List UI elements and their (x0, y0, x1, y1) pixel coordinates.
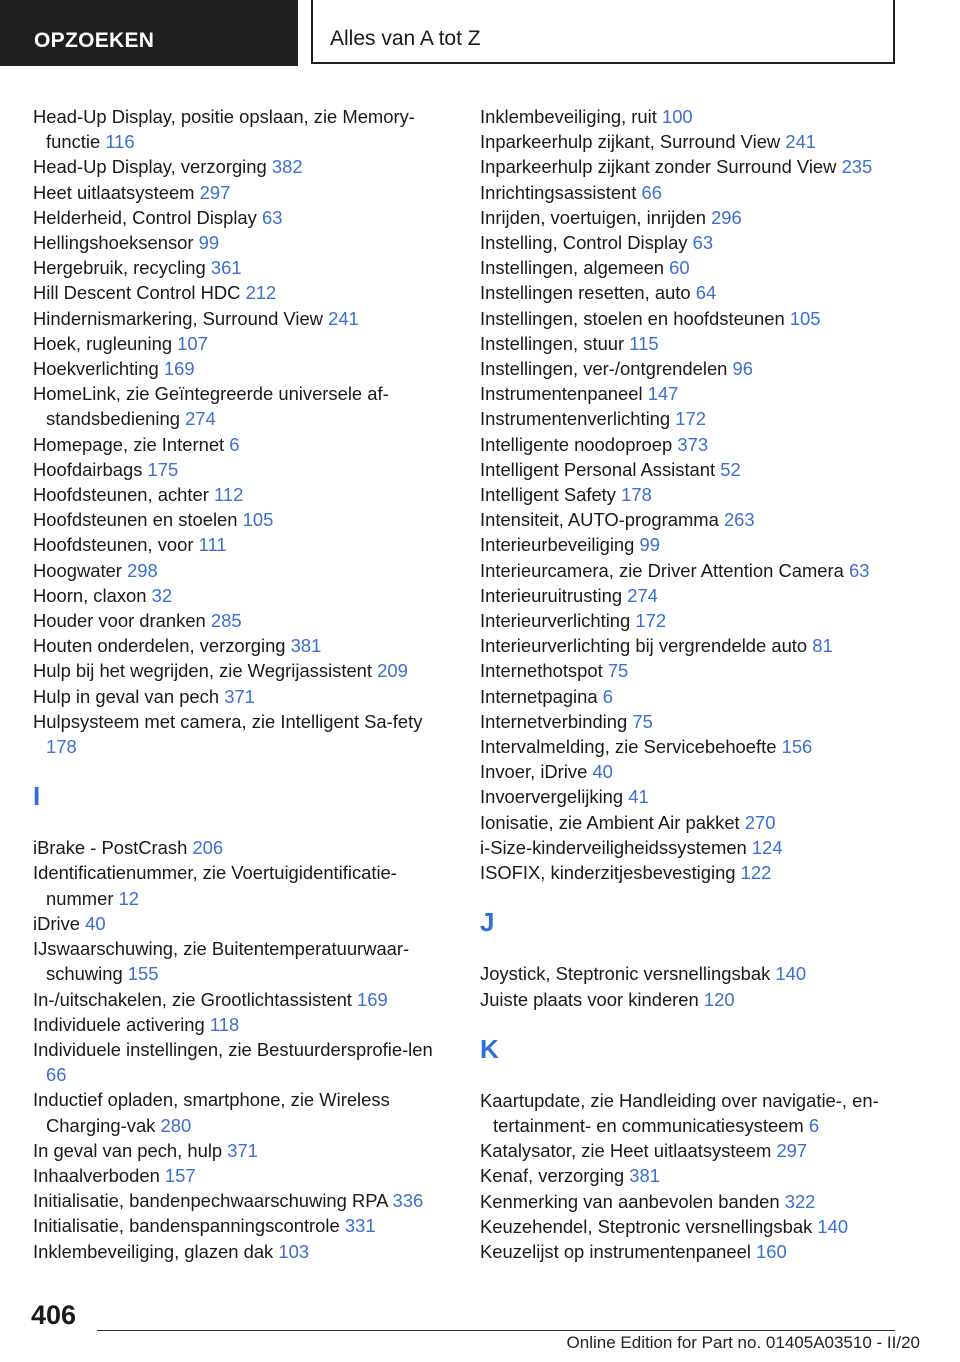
page-reference-link[interactable]: 6 (808, 1114, 820, 1136)
page-reference-link[interactable]: 120 (703, 988, 735, 1010)
page-reference-link[interactable]: 336 (392, 1190, 424, 1212)
index-entry (480, 104, 900, 129)
page-reference-link[interactable]: 63 (849, 559, 870, 581)
index-entry (480, 255, 900, 280)
page-reference-link[interactable]: 241 (328, 307, 359, 329)
index-entry (33, 1163, 443, 1188)
entry-text: In geval van pech, hulp (33, 1139, 223, 1161)
page-reference-link[interactable]: 175 (147, 458, 179, 480)
index-entry (33, 230, 443, 255)
entry-text: Hill Descent Control HDC (33, 282, 241, 304)
entry-text: Interieurbeveiliging (480, 534, 635, 556)
page-reference-link[interactable]: 63 (261, 206, 283, 228)
index-entry (33, 1012, 443, 1037)
entry-text: Head-Up Display, positie opslaan, zie Memory-functie (33, 106, 415, 153)
index-entry (480, 180, 900, 205)
index-entry (33, 532, 443, 557)
entry-text: Inparkeerhulp zijkant, Surround View (480, 131, 781, 153)
index-entry (480, 633, 900, 658)
entry-text: Intelligent Personal Assistant (480, 458, 716, 480)
index-entry (33, 860, 443, 910)
entry-text: Instellingen resetten, auto (480, 282, 691, 304)
entry-text: Kenmerking van aanbevolen banden (480, 1190, 780, 1212)
entry-text: Keuzelijst op instrumentenpaneel (480, 1240, 751, 1262)
page-reference-link[interactable]: 6 (229, 433, 240, 455)
index-entry (33, 331, 443, 356)
entry-text: Intervalmelding, zie Servicebehoefte (480, 736, 777, 758)
index-entry (33, 381, 443, 431)
index-entry (33, 1037, 443, 1087)
index-entry (480, 961, 900, 986)
index-entry (480, 583, 900, 608)
page-reference-link[interactable]: 64 (695, 282, 717, 304)
index-entry (33, 205, 443, 230)
page-reference-link[interactable]: 112 (213, 484, 244, 506)
page-reference-link[interactable]: 178 (46, 736, 77, 758)
entry-text: Instrumentenverlichting (480, 408, 671, 430)
entry-text: Inductief opladen, smartphone, zie Wireless Charging-vak (33, 1089, 390, 1136)
entry-text: Interieurcamera, zie Driver Attention Camera (480, 559, 844, 581)
page-reference-link[interactable]: 155 (127, 963, 159, 985)
entry-text: Homepage, zie Internet (33, 433, 225, 455)
page-reference-link[interactable]: 115 (629, 332, 659, 354)
index-entry (480, 1189, 900, 1214)
page-reference-link[interactable]: 160 (756, 1240, 787, 1262)
page-reference-link[interactable]: 382 (271, 156, 303, 178)
entry-text: Individuele activering (33, 1013, 205, 1035)
index-entry (480, 709, 900, 734)
index-entry (33, 1239, 443, 1264)
page-reference-link[interactable]: 140 (775, 963, 807, 985)
page-reference-link[interactable]: 156 (781, 736, 813, 758)
index-entry (480, 482, 900, 507)
page-reference-link[interactable]: 66 (46, 1064, 67, 1086)
index-entry (480, 658, 900, 683)
page-reference-link[interactable]: 100 (661, 106, 693, 127)
entry-text: Inklembeveiliging, glazen dak (33, 1240, 274, 1262)
page-reference-link[interactable]: 373 (677, 433, 709, 455)
entry-text: Heet uitlaatsysteem (33, 181, 195, 203)
entry-text: Hoorn, claxon (33, 584, 147, 606)
index-entry (33, 558, 443, 583)
page-reference-link[interactable]: 241 (785, 131, 817, 153)
page-reference-link[interactable]: 178 (621, 484, 652, 506)
index-entry (480, 230, 900, 255)
entry-text: Intelligent Safety (480, 484, 616, 506)
entry-text: iDrive (33, 912, 81, 934)
entry-text: ISOFIX, kinderzitjesbevestiging (480, 862, 736, 884)
index-entry (480, 558, 900, 583)
entry-text: Interieurverlichting bij vergrendelde auto (480, 635, 808, 657)
page-header (0, 0, 960, 66)
page-reference-link[interactable]: 66 (641, 181, 662, 203)
entry-text: Hoofdsteunen, achter (33, 484, 209, 506)
index-entry (480, 734, 900, 759)
entry-text: Interieurverlichting (480, 610, 631, 632)
entry-text: Kenaf, verzorging (480, 1165, 625, 1187)
index-entry (480, 432, 900, 457)
index-entry (480, 129, 900, 154)
index-entry (33, 255, 443, 280)
entry-text: Inklembeveiliging, ruit (480, 106, 657, 127)
footer-edition: Online Edition for Part no. 01405A03510 - II/20 (566, 1333, 920, 1352)
entry-text: In-/uitschakelen, zie Grootlichtassistent (33, 988, 352, 1010)
index-entry (480, 1138, 900, 1163)
page-number: 406 (31, 1300, 77, 1330)
index-entry (33, 633, 443, 658)
page-reference-link[interactable]: 75 (632, 710, 653, 732)
index-entry (33, 608, 443, 633)
page-reference-link[interactable]: 12 (118, 887, 140, 909)
page-reference-link[interactable]: 381 (629, 1165, 660, 1187)
index-entry (480, 1214, 900, 1239)
page-reference-link[interactable]: 147 (647, 383, 679, 405)
page-reference-link[interactable]: 371 (227, 1139, 258, 1161)
entry-text: Katalysator, zie Heet uitlaatsysteem (480, 1140, 772, 1162)
page-reference-link[interactable]: 41 (628, 786, 649, 808)
index-entry (480, 835, 900, 860)
page-reference-link[interactable]: 285 (210, 610, 242, 632)
index-entry (33, 684, 443, 709)
entry-text: Instelling, Control Display (480, 232, 688, 254)
entry-text: Inparkeerhulp zijkant zonder Surround View (480, 156, 837, 178)
entry-text: Invoervergelijking (480, 786, 624, 808)
index-entry (480, 205, 900, 230)
index-entry (33, 457, 443, 482)
section-letter: I (33, 781, 41, 812)
page-reference-link[interactable]: 105 (789, 307, 821, 329)
index-entry (480, 306, 900, 331)
page-reference-link[interactable]: 107 (177, 332, 208, 354)
page-reference-link[interactable]: 32 (151, 584, 173, 606)
index-entry (33, 709, 443, 759)
footer-divider (97, 1330, 895, 1331)
entry-text: Hulpsysteem met camera, zie Intelligent Sa-fety (33, 710, 423, 732)
page-reference-link[interactable]: 206 (192, 837, 224, 859)
page-reference-link[interactable]: 75 (607, 660, 629, 682)
page-reference-link[interactable]: 124 (751, 836, 783, 858)
entry-text: Hoek, rugleuning (33, 332, 173, 354)
index-entry (480, 406, 900, 431)
page-reference-link[interactable]: 157 (164, 1164, 196, 1186)
entry-text: Inrijden, voertuigen, inrijden (480, 206, 706, 228)
index-entry (33, 583, 443, 608)
page-reference-link[interactable]: 118 (209, 1013, 240, 1035)
entry-text: Intensiteit, AUTO-programma (480, 509, 719, 531)
page-reference-link[interactable]: 105 (242, 509, 274, 531)
index-entry (480, 356, 900, 381)
page-reference-link[interactable]: 274 (185, 408, 216, 430)
entry-text: Inhaalverboden (33, 1164, 160, 1186)
page-reference-link[interactable]: 361 (210, 257, 242, 279)
entry-text: Hoogwater (33, 559, 122, 581)
entry-text: Initialisatie, bandenspanningscontrole (33, 1215, 340, 1237)
entry-text: IJswaarschuwing, zie Buitentemperatuurwaar-schuwing (33, 938, 410, 985)
entry-text: Interieuruitrusting (480, 584, 623, 606)
page-reference-link[interactable]: 116 (105, 131, 135, 153)
entry-text: Hellingshoeksensor (33, 232, 194, 254)
index-entry (33, 432, 443, 457)
page-reference-link[interactable]: 99 (198, 232, 220, 254)
page-reference-link[interactable]: 209 (377, 660, 408, 682)
index-entry (33, 104, 443, 154)
entry-text: i-Size-kinderveiligheidssystemen (480, 836, 747, 858)
index-entry (480, 784, 900, 809)
entry-text: Instellingen, algemeen (480, 257, 665, 279)
page-reference-link[interactable]: 172 (675, 408, 706, 430)
entry-text: HomeLink, zie Geïntegreerde universele af-standsbediening (33, 383, 389, 430)
page-reference-link[interactable]: 297 (199, 181, 231, 203)
entry-text: Instellingen, stoelen en hoofdsteunen (480, 307, 785, 329)
index-entry (33, 306, 443, 331)
index-entry (33, 911, 443, 936)
page-reference-link[interactable]: 263 (723, 509, 755, 531)
page-reference-link[interactable]: 296 (711, 206, 742, 228)
index-entry (33, 1188, 443, 1213)
entry-text: Intelligente noodoproep (480, 433, 673, 455)
index-column-left (33, 104, 443, 1264)
index-entry (480, 987, 900, 1012)
index-entry (480, 457, 900, 482)
page-reference-link[interactable]: 298 (127, 559, 158, 581)
page-reference-link[interactable]: 60 (669, 257, 690, 279)
index-entry (480, 507, 900, 532)
index-entry (480, 810, 900, 835)
index-entry (480, 684, 900, 709)
page-reference-link[interactable]: 169 (163, 358, 195, 380)
entry-text: Hoofdairbags (33, 458, 143, 480)
page-reference-link[interactable]: 270 (744, 811, 776, 833)
page-reference-link[interactable]: 212 (245, 282, 277, 304)
page-reference-link[interactable]: 331 (344, 1215, 376, 1237)
entry-text: Houten onderdelen, verzorging (33, 635, 286, 657)
entry-text: Hoekverlichting (33, 358, 159, 380)
entry-text: Individuele instellingen, zie Bestuurdersprofie-len (33, 1038, 433, 1060)
entry-text: Head-Up Display, verzorging (33, 156, 267, 178)
page-reference-link[interactable]: 235 (841, 156, 873, 178)
section-letter: K (480, 1033, 499, 1064)
index-entry (480, 381, 900, 406)
index-column-right (480, 104, 900, 1264)
page-reference-link[interactable]: 40 (85, 912, 106, 934)
index-entry (33, 835, 443, 860)
entry-text: Hulp bij het wegrijden, zie Wegrijassistent (33, 660, 373, 682)
page-reference-link[interactable]: 96 (732, 358, 754, 380)
index-entry (33, 936, 443, 986)
index-entry (33, 356, 443, 381)
entry-text: Hoofdsteunen en stoelen (33, 509, 238, 531)
entry-text: Inrichtingsassistent (480, 181, 637, 203)
page-reference-link[interactable]: 99 (639, 534, 660, 556)
index-entry (33, 1213, 443, 1238)
entry-text: Instellingen, stuur (480, 332, 625, 354)
page-reference-link[interactable]: 274 (627, 584, 658, 606)
page-reference-link[interactable]: 40 (592, 761, 613, 783)
chapter-title: Alles van A tot Z (311, 0, 895, 64)
page-reference-link[interactable]: 103 (278, 1240, 310, 1262)
index-entry (33, 987, 443, 1012)
page-reference-link[interactable]: 52 (720, 458, 741, 480)
entry-text: Hulp in geval van pech (33, 685, 220, 707)
index-entry (480, 532, 900, 557)
entry-text: Hoofdsteunen, voor (33, 534, 194, 556)
entry-text: Hindernismarkering, Surround View (33, 307, 323, 329)
page-reference-link[interactable]: 63 (692, 232, 714, 254)
page-reference-link[interactable]: 122 (740, 862, 772, 884)
entry-text: Initialisatie, bandenpechwaarschuwing RPA (33, 1190, 388, 1212)
index-entry (33, 658, 443, 683)
entry-text: Instellingen, ver-/ontgrendelen (480, 358, 728, 380)
index-entry (480, 1088, 900, 1138)
entry-text: Hergebruik, recycling (33, 257, 206, 279)
section-tab: OPZOEKEN (0, 0, 298, 66)
page-reference-link[interactable]: 322 (784, 1190, 816, 1212)
index-entry (33, 482, 443, 507)
page-reference-link[interactable]: 6 (602, 685, 613, 707)
page-reference-link[interactable]: 172 (635, 610, 667, 632)
index-entry (33, 154, 443, 179)
entry-text: Instrumentenpaneel (480, 383, 643, 405)
entry-text: Keuzehendel, Steptronic versnellingsbak (480, 1215, 813, 1237)
index-entry (480, 331, 900, 356)
index-entry (480, 860, 900, 885)
index-entry (480, 1163, 900, 1188)
entry-text: iBrake - PostCrash (33, 837, 188, 859)
index-entry (480, 154, 900, 179)
index-entry (33, 180, 443, 205)
index-entry (33, 507, 443, 532)
entry-text: Internetverbinding (480, 710, 628, 732)
index-entry (33, 1138, 443, 1163)
index-entry (480, 608, 900, 633)
entry-text: Houder voor dranken (33, 610, 206, 632)
page-reference-link[interactable]: 81 (812, 635, 833, 657)
entry-text: Ionisatie, zie Ambient Air pakket (480, 811, 740, 833)
entry-text: Juiste plaats voor kinderen (480, 988, 699, 1010)
index-entry (480, 759, 900, 784)
index-entry (480, 1239, 900, 1264)
entry-text: Internetpagina (480, 685, 598, 707)
entry-text: Invoer, iDrive (480, 761, 588, 783)
index-entry (480, 280, 900, 305)
index-entry (33, 1087, 443, 1137)
entry-text: Joystick, Steptronic versnellingsbak (480, 963, 771, 985)
page-reference-link[interactable]: 371 (224, 685, 255, 707)
entry-text: Helderheid, Control Display (33, 206, 257, 228)
page-reference-link[interactable]: 111 (198, 534, 227, 556)
section-letter: J (480, 907, 495, 938)
index-entry (33, 280, 443, 305)
entry-text: Identificatienummer, zie Voertuigidentificatie-nummer (33, 862, 397, 909)
entry-text: Internethotspot (480, 660, 603, 682)
page-reference-link[interactable]: 297 (776, 1140, 808, 1162)
page-reference-link[interactable]: 381 (290, 635, 322, 657)
page-reference-link[interactable]: 169 (357, 988, 388, 1010)
page-reference-link[interactable]: 280 (160, 1114, 192, 1136)
page-reference-link[interactable]: 140 (817, 1215, 849, 1237)
entry-text: Kaartupdate, zie Handleiding over navigatie-, en-tertainment- en communicatiesysteem (480, 1089, 879, 1136)
